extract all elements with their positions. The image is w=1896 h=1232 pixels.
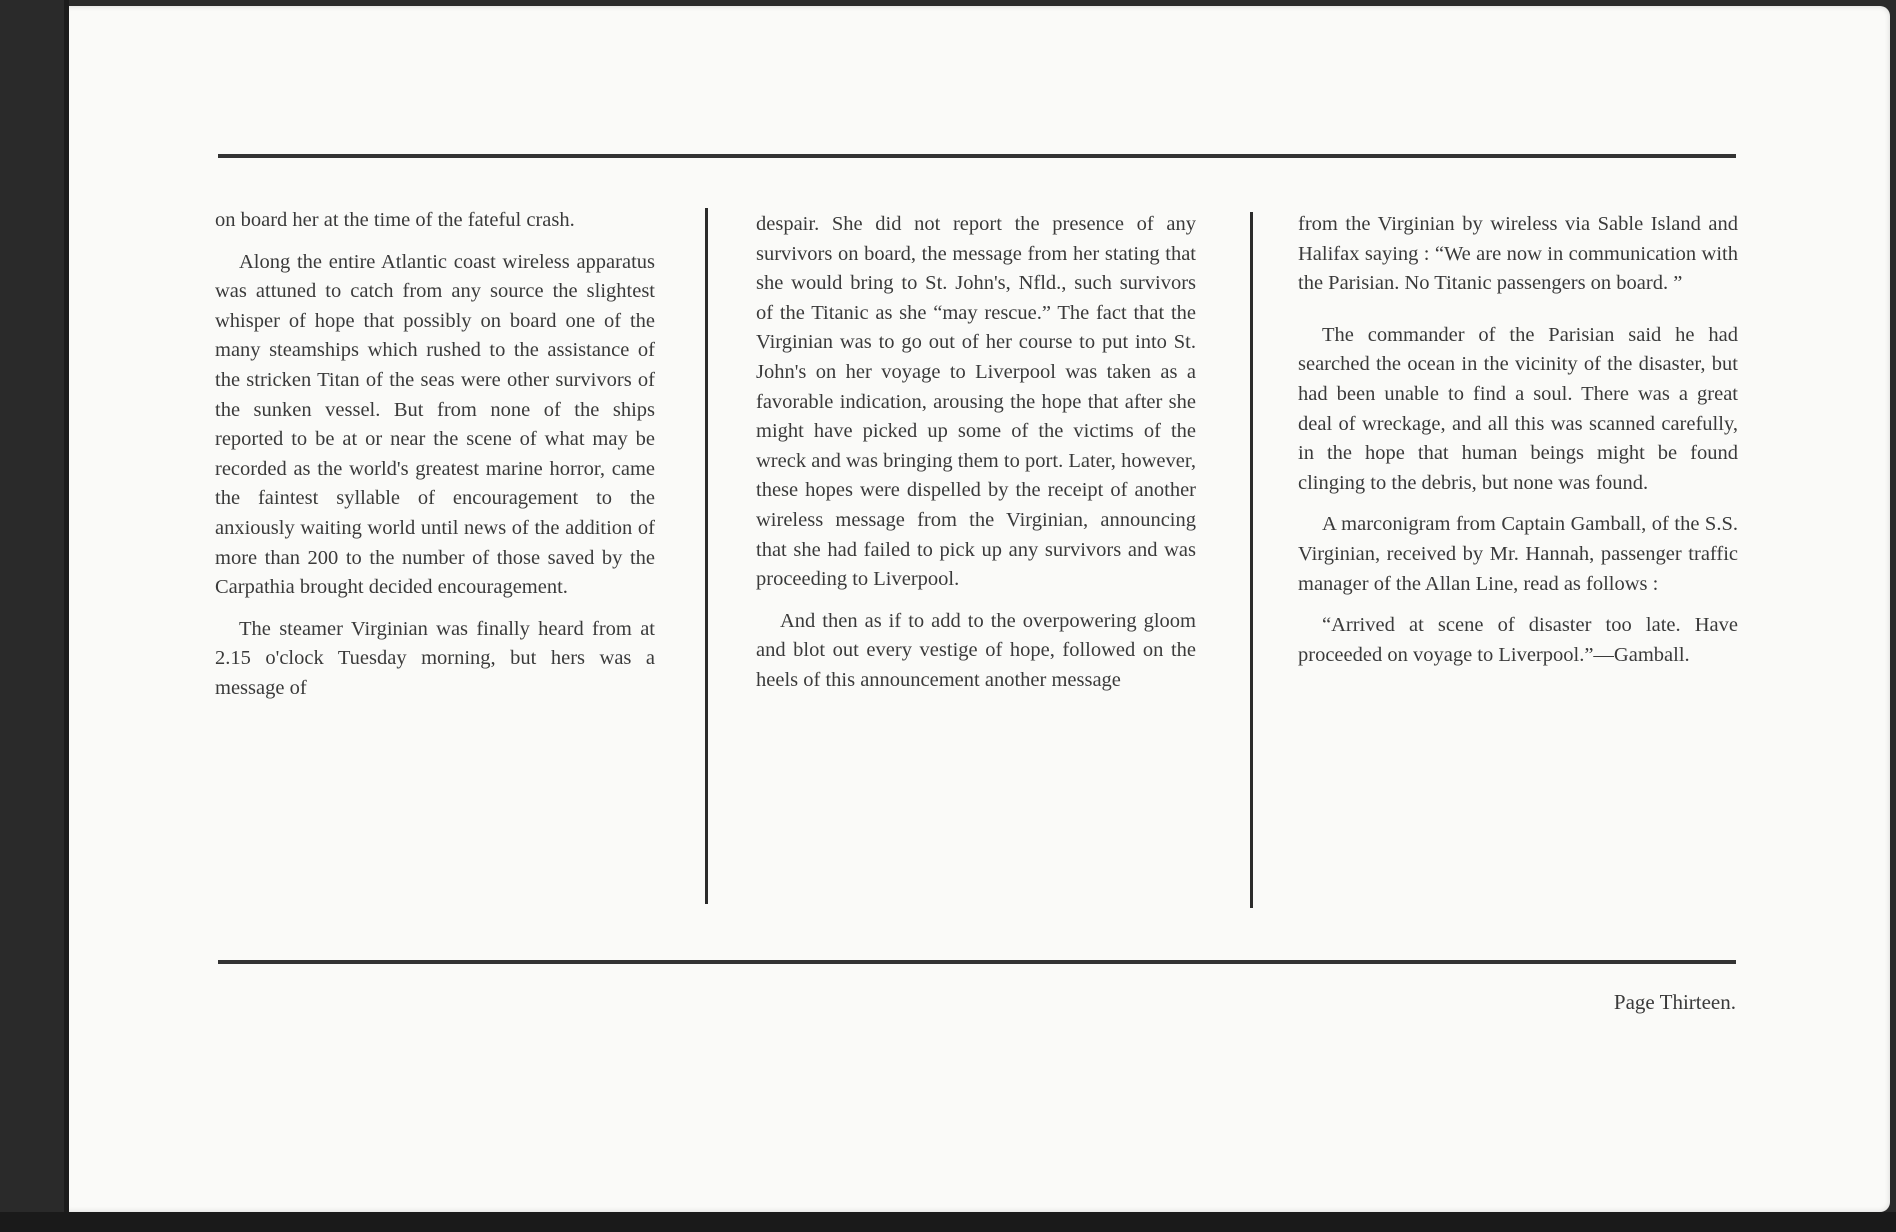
paragraph: The commander of the Parisian said he had searched the ocean in the vicinity of the disaster, but had been unable to find a soul. There was a great deal of wreckage, and all this was scanned carefully, in the hope that human beings might be found clinging to the debris, but none was found. [1298,323,1738,494]
paragraph: “Arrived at scene of disaster too late. Have proceeded on voyage to Liverpool.”—Gamball. [1298,614,1738,666]
column-1 [215,206,655,716]
scan-bottom-edge [0,1212,1896,1232]
column-3 [1298,210,1738,682]
column-2 [756,210,1196,708]
paragraph: And then as if to add to the overpowering gloom and blot out every vestige of hope, followed on the heels of this announcement another message [756,609,1196,691]
binding-edge [64,0,69,1232]
page-number: Page Thirteen. [1613,990,1736,1014]
paragraph: Along the entire Atlantic coast wireless apparatus was attuned to catch from any source the slightest whisper of hope that possibly on board one of the many steamships which rushed to the assistance of the stricken Titan of the seas were other survivors of the sunken vessel. But from none of the ships reported to be at or near the scene of what may be recorded as the world's greatest marine horror, came the faintest syllable of encouragement to the anxiously waiting world until news of the addition of more than 200 to the number of those saved by the Carpathia brought decided encouragement. [215,250,655,599]
paragraph: from the Virginian by wireless via Sable Island and Halifax saying : “We are now in communication with the Parisian. No Titanic passengers on board. ” [1298,213,1738,295]
bottom-rule [218,960,1736,964]
column-divider [705,208,708,904]
column-divider [1250,212,1253,908]
paragraph: The steamer Virginian was finally heard from at 2.15 o'clock Tuesday morning, but hers was a message of [215,617,655,699]
paragraph: A marconigram from Captain Gamball, of the S.S. Virginian, received by Mr. Hannah, passenger traffic manager of the Allan Line, read as follows : [1298,513,1738,595]
paragraph: on board her at the time of the fateful crash. [215,209,575,231]
top-rule [218,154,1736,158]
paragraph: despair. She did not report the presence of any survivors on board, the message from her stating that she would bring to St. John's, Nfld., such survivors of the Titanic as she “may rescue.” The fact that the Virginian was to go out of her course to put into St. John's on her voyage to Liverpool was taken as a favorable indication, arousing the hope that after she might have picked up some of the victims of the wreck and was bringing them to port. Later, however, these hopes were dispelled by the receipt of another wireless message from the Virginian, announcing that she had failed to pick up any survivors and was proceeding to Liverpool. [756,213,1196,591]
